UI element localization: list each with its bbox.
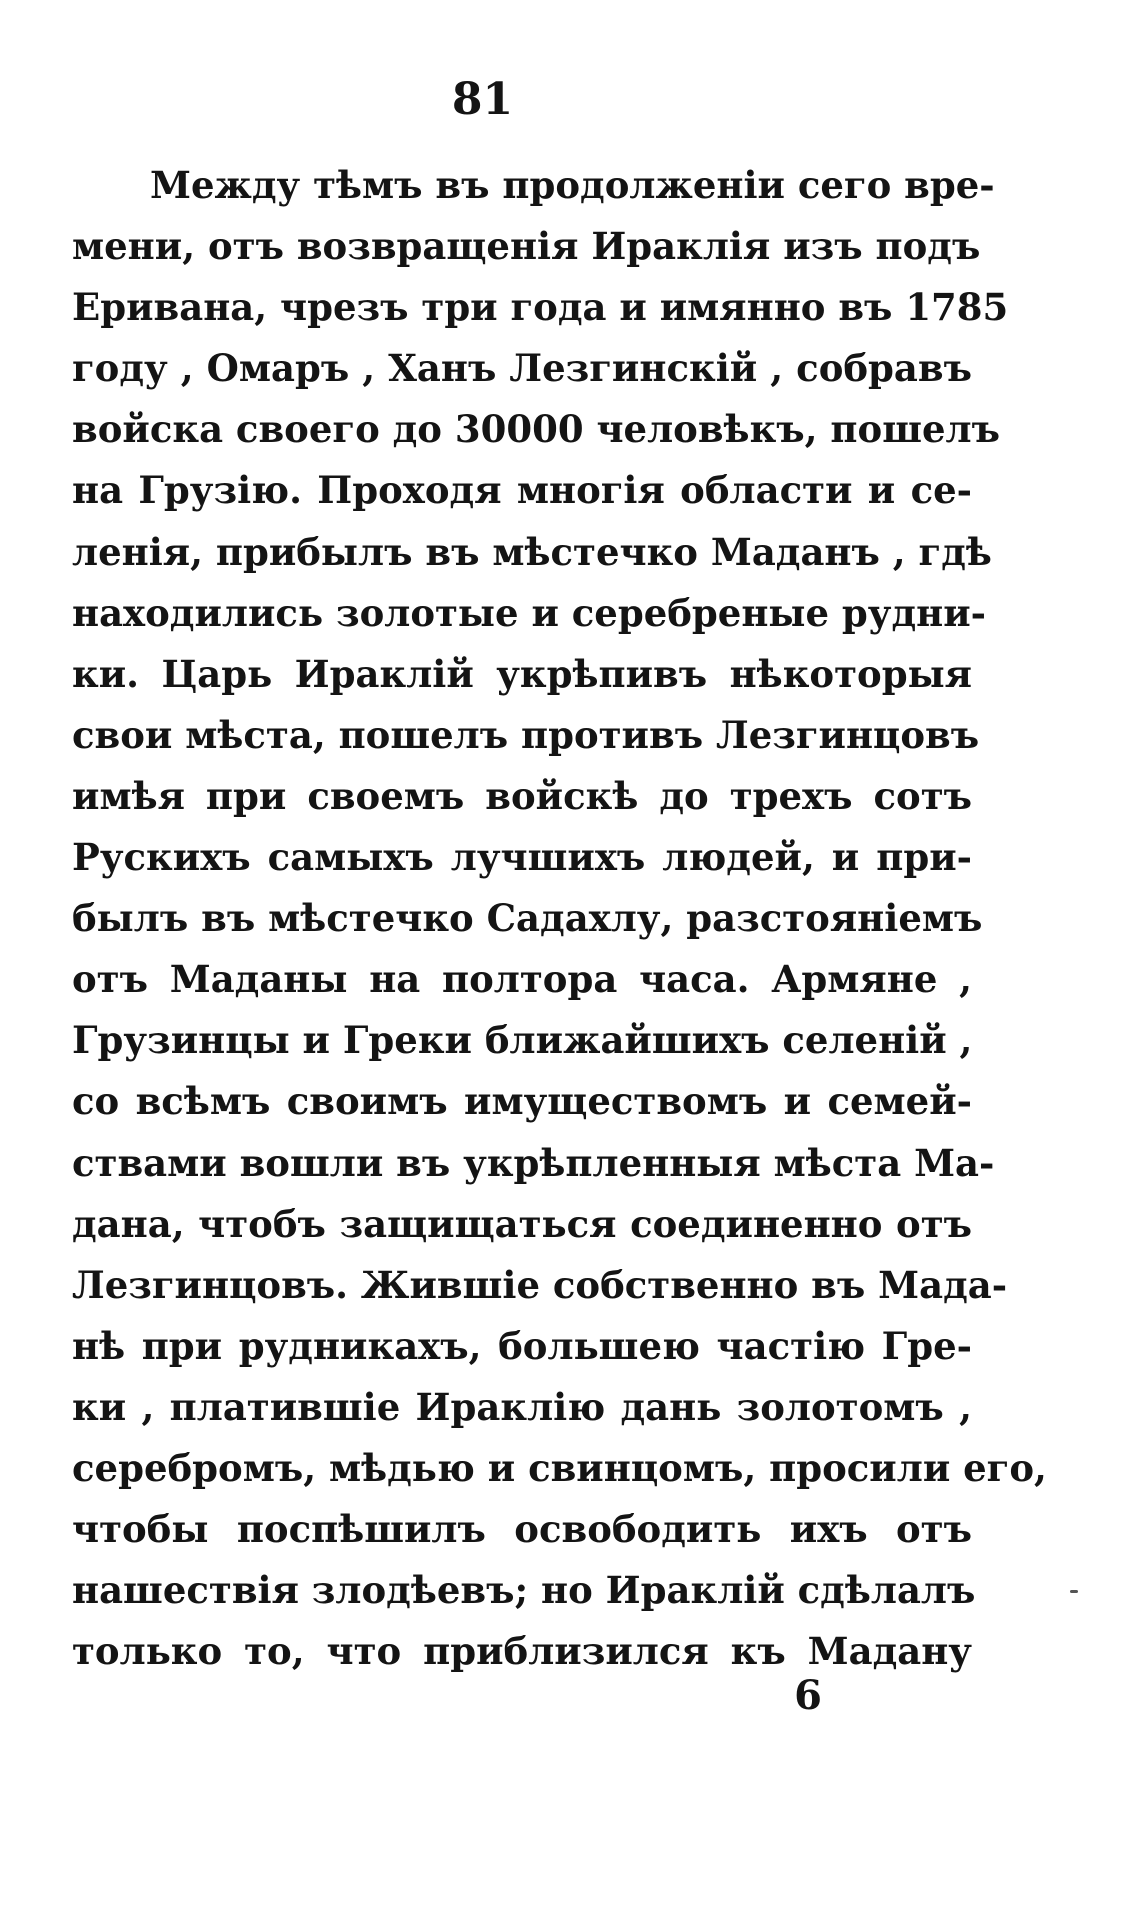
text-line: Грузинцы и Греки ближайшихъ селеній , (72, 1018, 973, 1063)
ink-speck (1070, 1590, 1078, 1593)
body-text (72, 155, 1047, 1682)
text-line: ки , платившіе Ираклію дань золотомъ , (72, 1384, 972, 1429)
text-line: находились золотые и серебреные рудни- (72, 590, 987, 635)
text-line: войска своего до 30000 человѣкъ, пошелъ (72, 407, 1000, 452)
text-line: серебромъ, мѣдью и свинцомъ, просили его, (72, 1445, 1047, 1490)
text-line: мени, отъ возвращенія Ираклія изъ подъ (72, 224, 981, 269)
text-line: нашествія злодѣевъ; но Ираклій сдѣлалъ (72, 1568, 976, 1613)
text-line: со всѣмъ своимъ имуществомъ и семей- (72, 1079, 972, 1124)
text-line: только то, что приблизился къ Мадану (72, 1629, 972, 1674)
text-line: чтобы поспѣшилъ освободить ихъ отъ (72, 1507, 972, 1552)
text-line: ленія, прибылъ въ мѣстечко Маданъ , гдѣ (72, 529, 992, 574)
text-line: ствами вошли въ укрѣпленныя мѣста Ма- (72, 1140, 995, 1185)
text-line: имѣя при своемъ войскѣ до трехъ сотъ (72, 773, 972, 818)
text-line: дана, чтобъ защищаться соединенно отъ (72, 1201, 972, 1246)
text-line: Рускихъ самыхъ лучшихъ людей, и при- (72, 835, 972, 880)
text-line: на Грузію. Проходя многія области и се- (72, 468, 972, 513)
text-line: ки. Царь Ираклій укрѣпивъ нѣкоторыя (72, 651, 972, 696)
text-line: свои мѣста, пошелъ противъ Лезгинцовъ (72, 712, 980, 757)
signature-mark: 6 (794, 1672, 822, 1719)
text-line: нѣ при рудникахъ, большею частію Гре- (72, 1323, 972, 1368)
text-line: былъ въ мѣстечко Садахлу, разстояніемъ (72, 896, 983, 941)
text-line: Между тѣмъ въ продолженіи сего вре- (150, 163, 995, 207)
text-line: Еривана, чрезъ три года и имянно въ 1785 (72, 285, 1009, 330)
text-line: году , Омаръ , Ханъ Лезгинскій , собравъ (72, 346, 972, 391)
page-number: 81 (451, 74, 514, 125)
text-line: Лезгинцовъ. Жившіе собственно въ Мада- (72, 1262, 1008, 1307)
text-line: отъ Маданы на полтора часа. Армяне , (72, 957, 972, 1002)
